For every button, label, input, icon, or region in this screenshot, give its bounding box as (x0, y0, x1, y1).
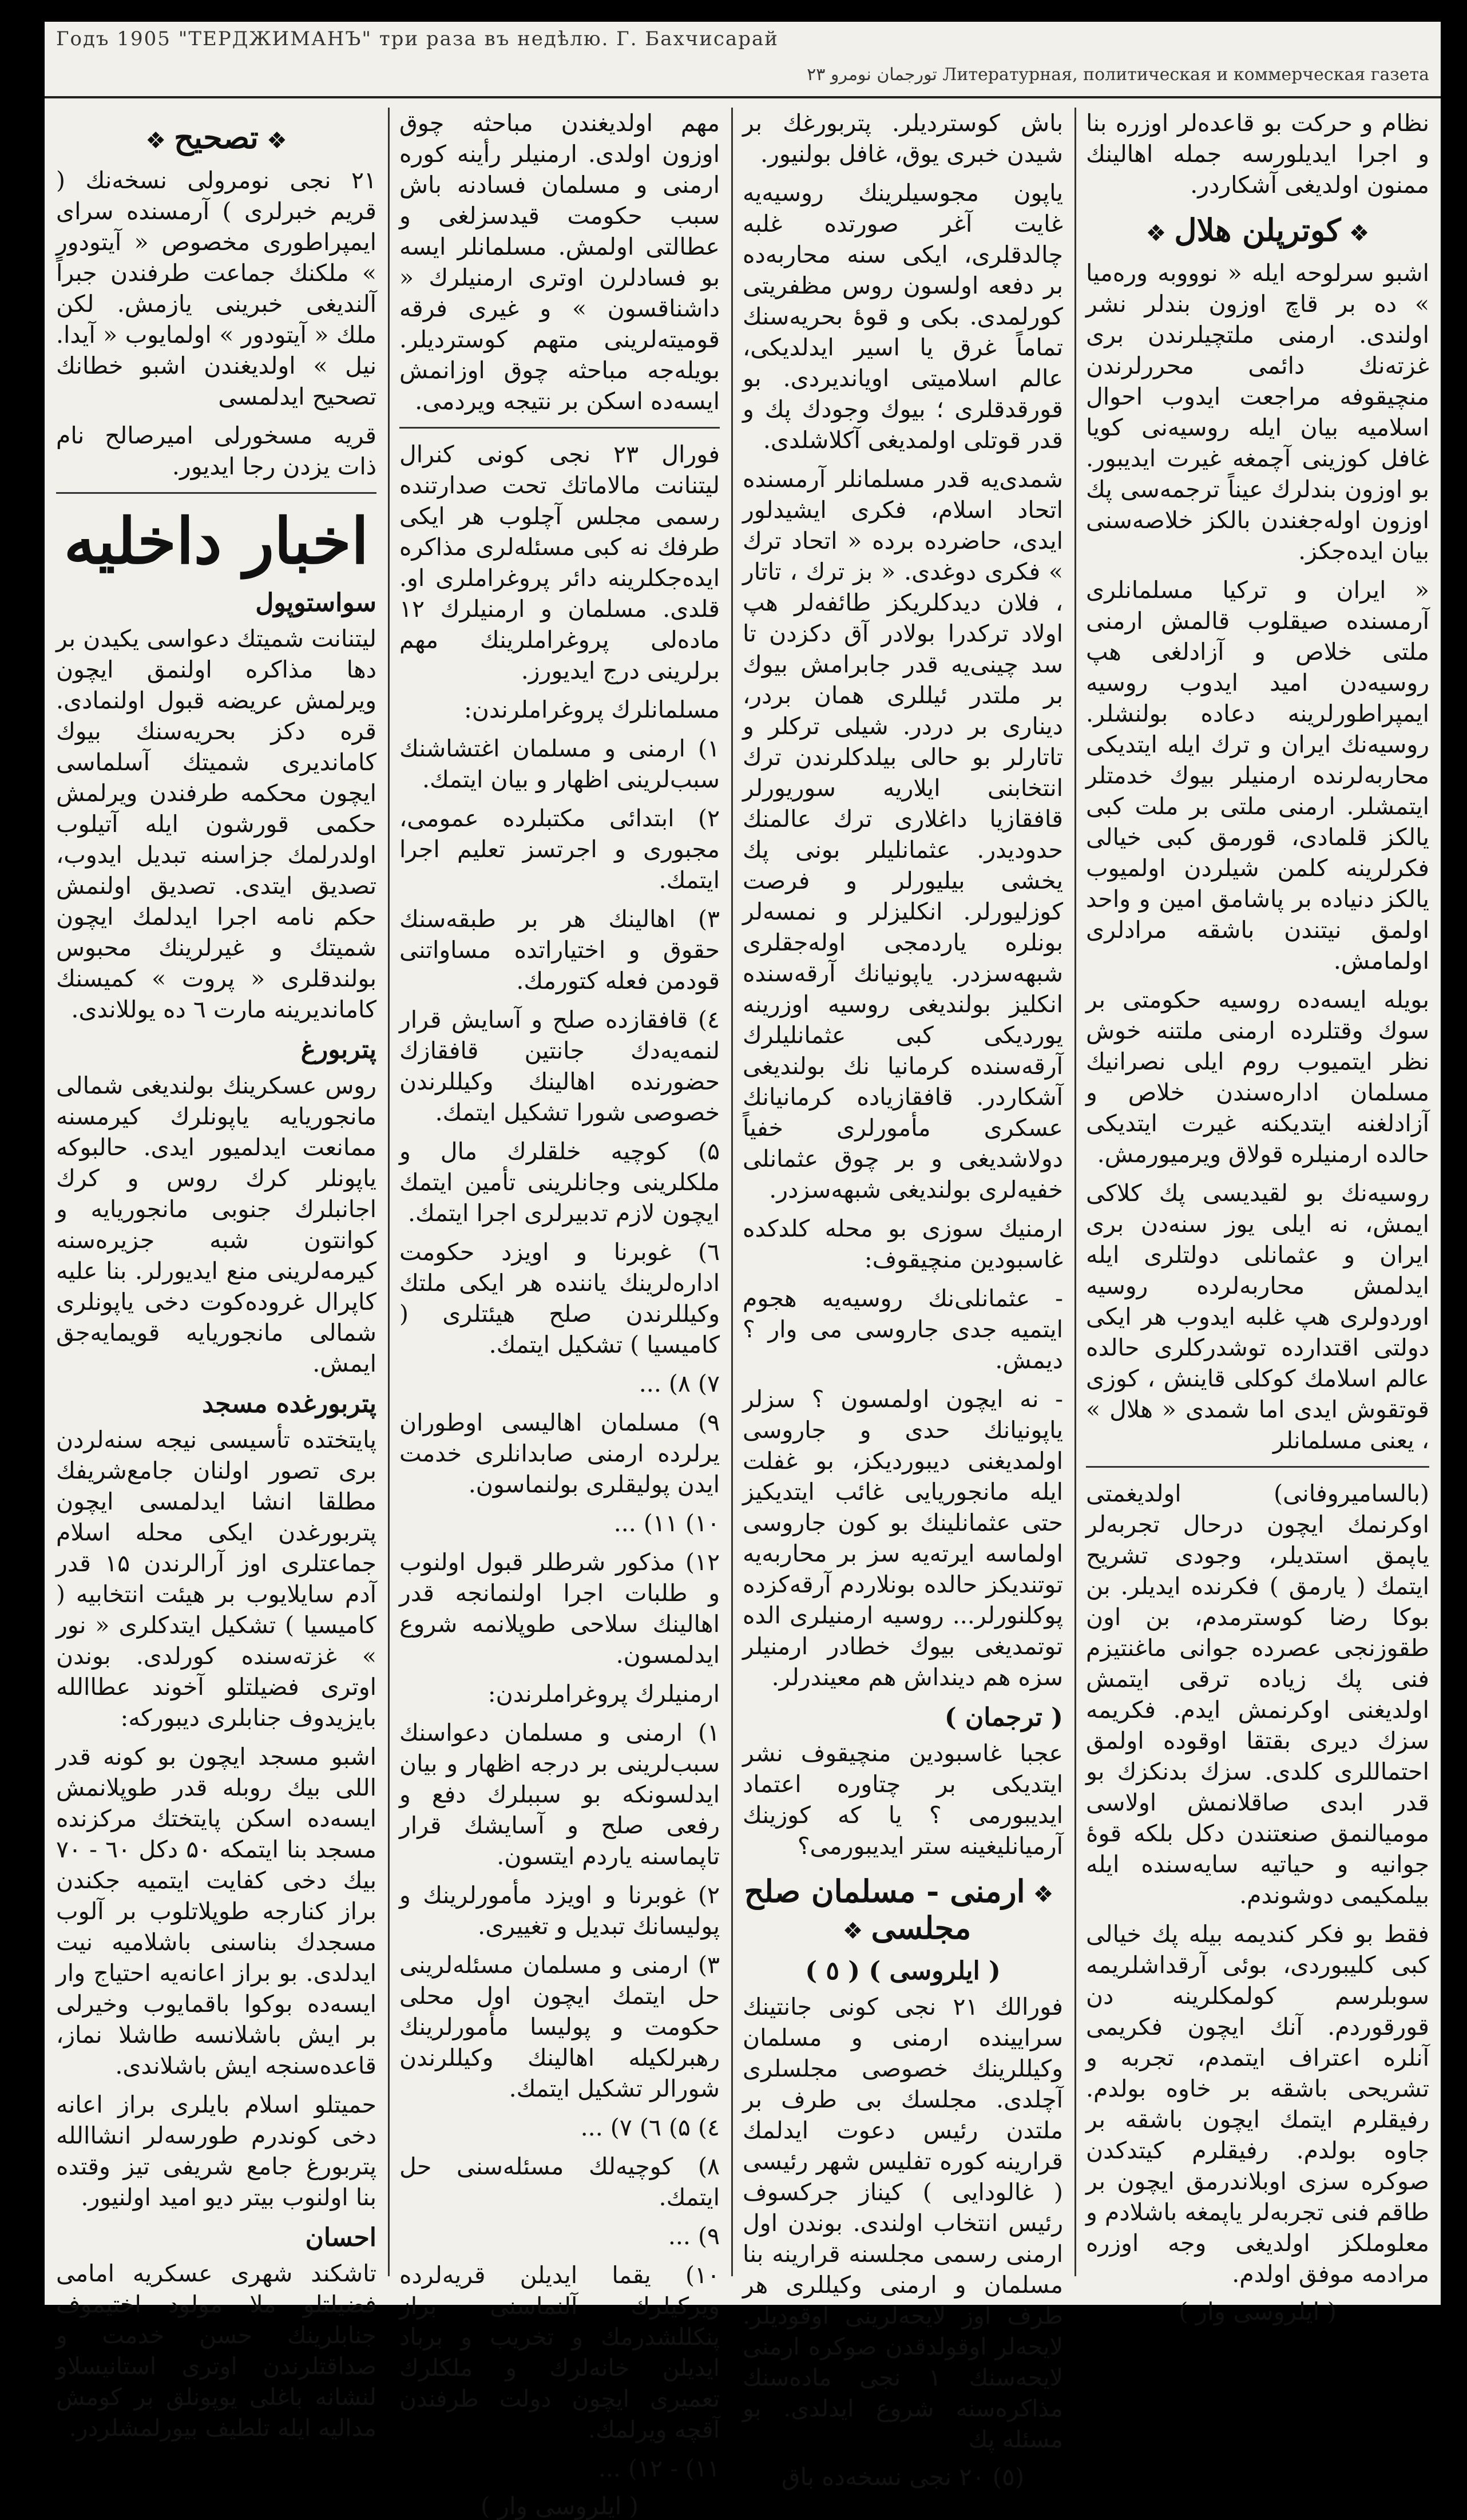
paragraph: ٦) غوبرنا و اویزد حکومت اداره‌لرینك یاننده هر ایکی ملتك وکیللرندن صلح هیئتلری ( کامیسیا ) تشکیل ایتمك. (399, 1238, 720, 1358)
paragraph: نظام و حرکت بو قاعده‌لر اوزره بنا و اجرا ایدیلورسه جمله اهالینك ممنون اولدیغی آشکاردر. (1086, 109, 1429, 199)
paragraph: « ایران و ترکیا مسلمانلری آرمسنده صیقلوب قالمش ارمنی ملتی خلاص و آزادلغی هپ روسیه‌دن امید ایدوب روسیه ایمپراطورلرینه دعاده بولنشلر. روسیه‌نك ایران و ترك ایله ایتدیکی محاربه‌لرنده ارمنیلر بیوك خدمتلر ایتمشلر. ارمنی ملتی بر ملت کبی یالکز قلمادی، قورمق کبی خیالی فکرلرینه کلمن شیلردن اولمیوب یالکز دنیاده بر پاشامق امین و واحد اولمق نیتندن باشقه مرادلری اولمامش. (1086, 576, 1429, 974)
masthead-rule (45, 96, 1441, 98)
column-3 (743, 108, 1063, 2491)
ornament-icon: ❖ (145, 128, 166, 154)
paragraph: ٤) قافقازده صلح و آسایش قرار لنمه‌یه‌دك جانتین قافقازك حضورنده اهالینك وکیللرندن خصوصی شورا تشکیل ایتمك. (399, 1006, 720, 1126)
correction-heading (56, 119, 376, 156)
paragraph: لیتنانت شمیتك دعواسی یکیدن بر دها مذاکره اولنمق ایچون ویرلمش عریضه قبول اولنمادی. قره دکز بحریه‌سنك بیوك کاماندیری شمیتك آسلماسی ایچون محکمه طرفندن ویرلمش حکمی قورشون ایله آتیلوب اولدرلمك جزاسنه تبدیل ایدوب، تصدیق ایتدی. تصدیق اولنمش حکم نامه اجرا ایدلمك ایچون شمیتك و غیرلرینك محبوس بولندقلری « پروت » کمیسنك کاماندیرینه مارت ٦ ده یوللاندی. (56, 625, 376, 1023)
subheading-petersburg-mosque: پتربورغده مسجد (202, 1389, 376, 1419)
paragraph: پایتختده تأسیسی نیجه سنه‌لردن بری تصور اولنان جامع‌شریفك مطلقا انشا ایدلمسی ایچون پتربورغدن ایکی محله اسلام جماعتلری اوز آرالرندن ١۵ قدر آدم سایلایوب بر هیئت انتخابیه ( کامیسیا ) تشکیل ایتدکلری « نور » غزته‌سنده کورلدی. بوندن اوتری فضیلتلو آخوند عطاالله بایزیدوف جنابلری دیبورکه: (56, 1426, 376, 1731)
tercuman-note: ( ترجمان ) (944, 1703, 1063, 1732)
paragraph: - نه ایچون اولمسون ؟ سزلر یاپونیانك حدی و جاروسی اولمدیغنی دیبوردیکز، بو غفلت ایله مانجوریایی غائب ایتدیکیز حتی عثمانلینك بو کون جاروسی اولماسه ایرته‌یه سز بر محاربه‌یه توتندیکز حالده بونلاردم آرقه‌کزده پوکلنورلر... روسیه ارمنیلری الده توتمدیغی بیوك خطادر ارمنیلر سزه هم دینداش هم معیندرلر. (743, 1385, 1063, 1691)
paragraph: - عثمانلی‌نك روسیه‌یه هجوم ایتمیه جدی جاروسی می وار ؟ دیمش. (743, 1285, 1063, 1374)
paragraph: اشبو مسجد ایچون بو کونه قدر اللی بیك روبله قدر طوپلانمش ایسه‌ده اسکن پایتختك مرکزنده مسجد بنا ایتمکه ۵۰ دکل ٦٠ - ٧٠ بیك دخی کفایت ایتمیه جکندن براز کنارجه طوپلاتلوب بر آلوب مسجدك بناسنی باشلامیه نیت ایدلدی. بو براز اعانه‌یه احتیاج وار ایسه‌ده بوکوا باقمایوب وخیرلی بر ایش باشلانسه طاشلا نماز، قاعده‌سنجه ایش باشلاندی. (56, 1743, 376, 2079)
paragraph: ۲۱ نجی نومرولی نسخه‌نك ( قریم خبرلری ) آرمسنده سرای ایمپراطوری مخصوص « آیتودور » ملکنك جماعت طرفندن جبراً آلندیغی خبرینی یازمش. لکن ملك « آیتودور » اولمایوب « آیدا. نیل » اولدیغندن اشبو خطانك تصحیح ایدلمسی (56, 167, 376, 410)
paragraph: (بالسامیروفانی) اولدیغمتی اوکرنمك ایچون درحال تجربه‌لر یاپمق استدیلر، وجودی تشریح ایتمك ( یارمق ) فکرنده ایدیلر. بن بوکا رضا کوسترمدم، بن اون طقوزنجی عصرده جوانی ماغنتیزم فنی پك زیاده ترقی ایتمش اولدیغنی اوکرنمش ایدم. فکریمه سزك دیری بقتقا اوقوده اولمق احتماللری کلدی. سزك بدنکزك بو قدر ابدی صاقلانمش اولاسی موميالنمق صنعتندن دکل بلکه قوۀ جوانیه و حیاتیه سایه‌سنده ایله بیلمکیمی دوشوندم. (1086, 1480, 1429, 1909)
domestic-news-title: اخبار داخلیه (64, 504, 369, 578)
ornament-icon: ❖ (1033, 1881, 1054, 1908)
column-rule (731, 108, 733, 2276)
paragraph: ١) ارمنی و مسلمان اغتشاشنك سبب‌لرینی اظهار و بیان ایتمك. (399, 735, 720, 793)
paragraph: ١) ارمنی و مسلمان دعواسنك سبب‌لرینی بر درجه اظهار و بیان ایدلسونکه بو سببلرك دفع و رفعی صلح و آسایشك قرار تاپماسنه یاردم ایتسون. (399, 1719, 720, 1870)
crescent-heading (1086, 212, 1429, 248)
peace-council-title: ارمنی - مسلمان صلح مجلسی (744, 1873, 1025, 1946)
column-4 (1086, 108, 1429, 2325)
column-2 (399, 108, 720, 2520)
masthead-sub-line: Литературная, политическая и коммерческая газета تورجمان نومرو ۲۳ (807, 65, 1429, 85)
paragraph: فورال ٢٣ نجی کونی کنرال لیتنانت مالاماتك تحت صدارتنده رسمی مجلس آچلوب هر ایکی طرفك نه کبی مسئله‌لری مذاکره ایده‌جکلرینه دائر پروغراملری او. قلدی. مسلمان و ارمنیلرك ١٢ ماده‌لی پروغراملرینك مهم برلرینی درج ایدیورز. (399, 441, 720, 684)
paragraph: شمدی‌یه قدر مسلمانلر آرمسنده اتحاد اسلام، فکری ایشیدلور ایدی، حاضرده برده « اتحاد ترك » فکری دوغدی. « بز ترك ، تاتار ، فلان دیدکلریکز طائفه‌لر هپ اولاد ترکدرا بولادر آق دکزدن تا سد چینی‌یه قدر جابرامش بیوك بر ملتدر ئیللری همان بردر، دیناری بر دردر. شیلی ترکلر و تاتارلر بو حالی بیلدکلرندن ترك انتخابنی ایلاریه‌ سوریورلر قافقازیا داغلاری ترك عالمنك حدودیدر. عثمانلیلر بونی پك یخشی بیلیورلر و فرصت کوزلیورلر. انکلیزلر و نمسه‌لر بونلره یاردمجی اوله‌جقلری شبهه‌سزدر. یاپونیانك آرقه‌سنده انکلیز بولندیغی روسیه اوزرینه یوردیکی کبی عثمانلیلرك آرقه‌سنده کرمانیا نك بولندیغی آشکاردر. قافقازیاده کرمانیانك عسکری مأمورلری خفیاً دولاشدیغی و بر چوق عثمانلی خفیه‌لری بولندیغی شبهه‌سزدر. (743, 465, 1063, 1203)
peace-council-heading (743, 1873, 1063, 1946)
paragraph: اشبو سرلوحه ایله « نوووبه وره‌میا » ده بر قاچ اوزون بندلر نشر اولندی. ارمنی ملتچیلرندن بری غزته‌نك دائمی محررلرندن منچیقوفه مراجعت ایدوب احوال اسلامیه بیان ایله روسیه‌نی کویا غافل کوزینی آچمغه غیرت ایدیبور. بو اوزون بندلرك عیناً ترجمه‌سی پك اوزون اوله‌جغندن بالکز خلاصه‌سنی بیان ایده‌جکز. (1086, 259, 1429, 565)
paragraph: مهم اولدیغندن مباحثه چوق اوزون اولدی. ارمنیلر رأینه کوره ارمنی و مسلمان فسادنه باش سبب حکومت قیدسزلغی و عطالتی اولمش. مسلمانلر ایسه بو فسادلرن اوتری ارمنیلرك « داشناقسون » و غیری فرقه قومیته‌لرینی متهم کوستردیلر. بویله‌جه مباحثه چوق اوزانمش ایسه‌ده اسکن بر نتیجه ویردمی. (399, 109, 720, 415)
divider (1086, 1466, 1429, 1468)
subheading-sevastopol: سواستوپول (255, 588, 376, 617)
continuation-mark: ( ایلروسی ) ( ٥ ) (805, 1956, 1001, 1986)
ornament-icon: ❖ (266, 128, 287, 154)
ornament-icon: ❖ (1349, 220, 1370, 247)
continued-note: ( ایلروسی وار ) (1179, 2297, 1337, 2325)
paragraph: بویله ایسه‌ده روسیه حکومتی بر سوك وقتلرده ارمنی ملتنه خوش نظر ایتمیوب روم ایلی نصرانیك مسلمان اداره‌سندن خلاص و آزادلغنه ایتدیکنه غیرت ایتدیکی حالده ارمنیلره قولاق ویرمیورمش. (1086, 986, 1429, 1168)
paragraph: ۵) کوچیه خلقلرك مال و ملکلرینی وجانلرینی تأمین ایتمك ایچون لازم تدبیرلری اجرا ایتمك. (399, 1138, 720, 1227)
paragraph: روس عسکرینك بولندیغی شمالی مانجوریایه یاپونلرك کیرمسنه ممانعت ایدلمیور ایدی. حالبوکه یاپونلر کرك روس و کرك اجانبلرك جنوبی مانجوریایه و کوانتون شبه جزیره‌سنه کیرمه‌لرینی منع ایدیورلر. بنا علیه کاپرال غروده‌کوت دخی یاپونلری شمالی مانجوریایه قویمایه‌جق ایمش. (56, 1072, 376, 1377)
paragraph: فورالك ٢١ نجی کونی جانتینك سرایینده ارمنی و مسلمان وکیللرینك خصوصی مجلسلری آچلدی. مجلسك بی طرف بر ملتدن رئیس دعوت ایدلمك قرارینه کوره تفلیس شهر رئیسی ( غالودایی ) کیناز جرکسوف رئیس انتخاب اولندی. بوندن اول ارمنی رسمی مجلسنه قرارینه بنا مسلمان و ارمنی وکیللری هر طرف اوز لایحه‌لرینی اوقودیلر. لایحه‌لر اوقولدقدن صوکره ارمنی لایحه‌سنك ١ نجی ماده‌سنك مذاکره‌سنه شروع ایدلدی. بو مسئله پك (743, 1993, 1063, 2453)
paragraph: تاشکند شهری عسکریه امامی فضیلتلو ملا مولود اختیموف جنابلرینك حسن خدمت و صداقتلرندن اوتری استانیسلاو لنشانه باغلی یوپونلق بر کومش مدالیه ایله تلطیف بیورلمشلردر. (56, 2260, 376, 2442)
subheading-charity: احسان (305, 2223, 376, 2252)
paragraph: باش کوستردیلر. پتربورغك بر شیدن خبری یوق، غافل بولنیور. (743, 109, 1063, 168)
paragraph: فقط بو فکر کندیمه بیله پك خیالی کبی کلیبوردی، بوئی آرقداشلریمه سوبلرسم کولمکلرینه دن قورقوردم. آنك ایچون فکریمی آنلره اعتراف ایتمدم، تجربه و تشریحی باشقه بر خاوه بولدم. رفیقلرم ایتمك ایچون باشقه بر جاوه بولدم. رفیقلرم کیتدکدن صوکره سزی اوبلاندرمق ایچون بر طاقم فنی تجربه‌لر یاپمغه باشلادم و معلوملکز اولدیغی وجه اوزره مرادمه موفق اولدم. (1086, 1920, 1429, 2288)
paragraph: حمیتلو اسلام بایلری براز اعانه دخی کوندرم طورسه‌لر انشاالله پتربورغ جامع شریفی تیز وقتده بنا اولنوب بیتر دیو امید اولنیور. (56, 2091, 376, 2211)
paragraph: ٢) غوبرنا و اویزد مأمورلرینك و پولیسانك تبدیل و تغییری. (399, 1881, 720, 1940)
paragraph: ٣) اهالینك هر بر طبقه‌سنك حقوق و اختیاراتده مساواتنی قودمن فعله کتورمك. (399, 905, 720, 994)
paragraph: ١٢) مذکور شرطلر قبول اولنوب و طلبات اجرا اولنمانجه قدر اهالینك سلاحی طوپلانمه شروع ایدلمسون. (399, 1548, 720, 1669)
paragraph: ١١) - ١٢) ... (598, 2455, 720, 2482)
paragraph: ٢) ابتدائی مکتبلرده عمومی، مجبوری و اجرتسز تعلیم اجرا ایتمك. (399, 805, 720, 894)
crescent-title: کوترپلن هلال (1174, 212, 1341, 248)
divider (56, 492, 376, 494)
paragraph: ١٠) ١١) ... (613, 1509, 720, 1537)
correction-title: تصحیح (174, 119, 259, 156)
paragraph: ارمنیلرك پروغراملرندن: (487, 1680, 720, 1707)
column-1 (56, 108, 376, 2442)
column-rule (1075, 108, 1076, 2276)
paragraph: ٤) ۵) ٦) ٧) ... (580, 2114, 720, 2141)
paragraph: ارمنیك سوزی بو محله کلدکده غاسبودین منچیقوف: (743, 1215, 1063, 1273)
paragraph: عجبا غاسبودین منچیقوف نشر ایتدیکی بر چتاوره اعتماد ایدیبورمی ؟ یا که کوزینك آرمیانلیغینه ستر ایدیبورمی؟ (743, 1740, 1063, 1860)
paragraph: ٧) ٨) ... (639, 1370, 720, 1397)
column-rule (388, 108, 390, 2276)
subheading-petersburg: پتربورغ (300, 1035, 376, 1064)
ornament-icon: ❖ (1145, 220, 1167, 247)
newspaper-page (45, 22, 1441, 2520)
paragraph: روسیه‌نك بو لقیدیسی پك کلاکی ایمش، نه ایلی یوز سنه‌دن بری ایران و عثمانلی دولتلری ایله ایدلمش محاربه‌لرده روسیه اوردولری هپ غلبه ایدوب هر ایکی دولتی اقتدارده توشدرکلری حالده عالم اسلامك کوکلی قاینش ، کوزی قوتقوش ایدی اما شمدی « هلال » ، یعنی مسلمانلر (1086, 1179, 1429, 1454)
masthead (45, 22, 1441, 96)
paragraph: ٩) مسلمان اهالیسی اوطوران یرلرده ارمنی صابدانلری خدمت ایدن پولیقلری بولنماسون. (399, 1409, 720, 1498)
paragraph: ١٠) یقما ایدیلن قریه‌لرده ویرکیلرك آلنماسنی براز پنکللشدرمك و تخریب و برباد ایدیلن خانه‌لرك و ملکلرك تعمیری ایچون دولت طرفندن آقچه ویرلمك. (399, 2261, 720, 2443)
paragraph: یاپون مجوسیلرینك روسیه‌یه غایت آغر صورتده غلبه چالدقلری، ایکی سنه محاربه‌ده بر دفعه اولسون روس مظفریتی کورلمدی. بکی و قوۀ بحریه‌سنك تماماً غرق یا اسیر ایدلدیکی، عالم اسلامیتی اویاندیردی. بو قورقدقلری ؛ بیوك وجودك پك و قدر قوتلی اولمدیغی آکلاشلدی. (743, 179, 1063, 454)
paragraph: ٩) ... (668, 2222, 720, 2250)
masthead-top-line: Годъ 1905 "ТЕРДЖИМАНЪ" три раза въ недѣлю. Г. Бахчисарай (56, 27, 779, 50)
paragraph: ٨) کوچیه‌لك مسئله‌سنی حل ایتمك. (399, 2153, 720, 2211)
footnote: (٥) ٢٠ نجی نسخه‌ده باق (781, 2463, 1025, 2491)
paragraph: ٣) ارمنی و مسلمان مسئله‌لرینی حل ایتمك ایچون اول محلی حکومت و پولیسا مأمورلرینك رهبرلکیله اهالینك وکیللرندن شورالر تشکیل ایتمك. (399, 1951, 720, 2102)
paragraph: مسلمانلرك پروغراملرندن: (463, 696, 720, 723)
paragraph: قریه مسخورلی امیرصالح نام ذات یزدن رجا ایدیور. (56, 422, 376, 480)
ornament-icon: ❖ (842, 1918, 863, 1944)
divider (399, 427, 720, 429)
continued-note: ( ایلروسی وار ) (481, 2492, 639, 2520)
